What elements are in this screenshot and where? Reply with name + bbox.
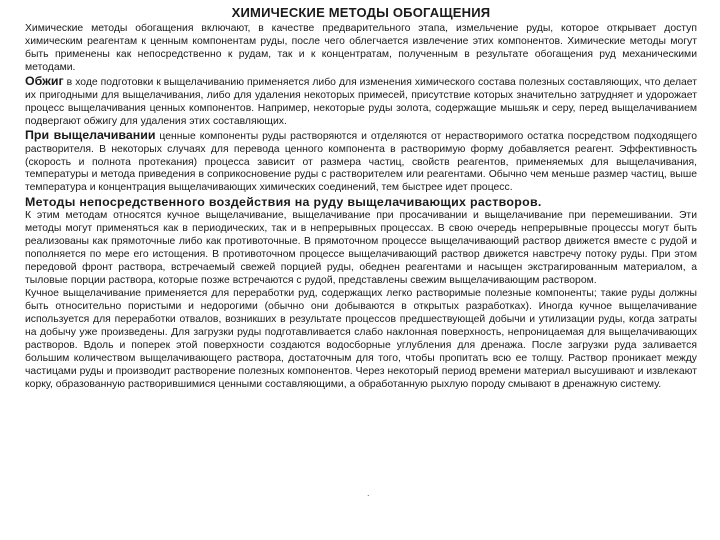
methods-paragraph: К этим методам относятся кучное выщелачивание, выщелачивание при просачивании и выщелачивание при перемешивании. Эти методы могут применяться как в периодических, так и в непрерывных процессах. В свою очередь непрерывные процессы могут быть реализованы как прямоточные либо как противоточные. В прямоточном процессе выщелачивающий раствор движется вместе с рудой и пополняется по мере его истощения. В противоточном процессе выщелачивающий раствор движется навстречу потоку руды. При этом передовой фронт раствора, встречаемый свежей порцией руды, обеднен реагентами и насыщен экстрагированным материалом, а тыловые порции раствора, которые позже встречаются с рудой, представлены свежим выщелачивающим раствором. (25, 210, 697, 287)
slide-title: ХИМИЧЕСКИЕ МЕТОДЫ ОБОГАЩЕНИЯ (231, 5, 491, 20)
page-dot: . (367, 488, 370, 498)
leaching-text: ценные компоненты руды растворяются и отделяются от нерастворимого остатка посредством подходящего растворителя. В некоторых случаях для перевода ценного компонента в растворимую форму добавляется реагент. Эффективность (скорость и полнота протекания) процесса зависит от размера частиц, свойств реагентов, применяемых для выщелачивания, температуры и метода приведения в соприкосновение руды с растворителем или реагентами. Обычно чем меньше размер частиц, выше температура и концентрация выщелачивающих химических соединений, тем быстрее идет процесс. (25, 130, 698, 194)
section-heading: Методы непосредственного воздействия на руду выщелачивающих растворов. (25, 195, 542, 210)
heap-leaching-paragraph: Кучное выщелачивание применяется для переработки руд, содержащих легко растворимые полезные компоненты; такие руды должны быть относительно пористыми и недорогими (обычно они добываются в открытых разработках). Иногда кучное выщелачивание используется для переработки отвалов, возникших в результате процессов предшествующей добычи и утилизации руды, когда затраты на добычу уже произведены. Для загрузки руды подготавливается слабо наклонная поверхность, непроницаемая для выщелачивающих растворов. Вдоль и поперек этой поверхности создаются водосборные углубления для дренажа. После загрузки руда заливается большим количеством выщелачивающего раствора, достаточным для того, чтобы пропитать всю ее толщу. Раствор проникает между частицами руды и производит растворение полезных компонентов. Через некоторый период времени материал высушивают и извлекают корку, образованную растворившимися ценными составляющими, а обработанную рыхлую породу смывают в дренажную систему. (25, 288, 697, 390)
intro-paragraph: Химические методы обогащения включают, в качестве предварительного этапа, измельчение руды, которое открывает доступ химическим реагентам к ценным компонентам руды, после чего облегчается извлечение этих компонентов. Химические методы могут быть применены как непосредственно к рудам, так и к концентратам, полученным в результате обогащения руд механическими методами. (25, 23, 697, 73)
leaching-paragraph (25, 129, 697, 196)
leaching-lead: При выщелачивании (25, 127, 156, 142)
slide (25, 4, 697, 534)
roasting-text: в ходе подготовки к выщелачиванию применяется либо для изменения химического состава полезных составляющих, что делает их пригодными для выщелачивания, либо для удаления некоторых примесей, присутствие которых значительно затрудняет и удорожает процесс выщелачивания ценных компонентов. Например, некоторые руды золота, содержащие мышьяк и серу, перед выщелачиванием подвергают обжигу для удаления этих составляющих. (25, 76, 697, 127)
roasting-lead: Обжиг (25, 73, 64, 88)
roasting-paragraph (25, 75, 697, 129)
